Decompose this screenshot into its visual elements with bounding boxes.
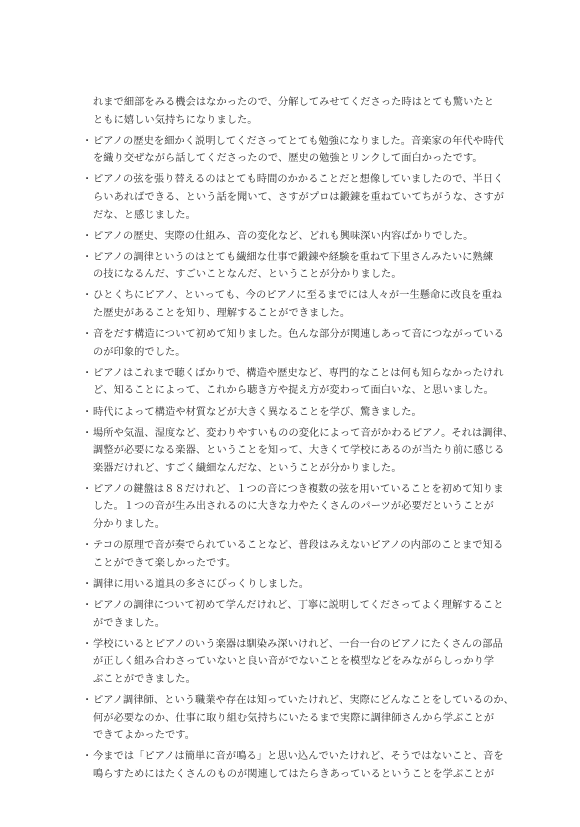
bullet-mark: ・ bbox=[82, 135, 93, 147]
feedback-list bbox=[82, 94, 522, 787]
text-line: 学校にいるとピアノのいう楽器は馴染み深いけれど、一台一台のピアノにたくさんの部品 bbox=[93, 638, 503, 650]
text-line: ピアノの弦を張り替えるのはとても時間のかかることだと想像していましたので、半日く bbox=[93, 174, 504, 186]
bullet-mark: ・ bbox=[82, 329, 93, 341]
bullet-mark: ・ bbox=[82, 638, 93, 650]
text-line: ができました。 bbox=[93, 617, 166, 629]
text-line: ひとくちにピアノ、といっても、今のピアノに至るまでには人々が一生懸命に改良を重ね bbox=[93, 290, 503, 302]
text-line: 場所や気温、湿度など、変わりやすいものの変化によって音がかわるピアノ。それは調律、 bbox=[93, 427, 514, 439]
list-item bbox=[82, 576, 522, 594]
text-line: 楽器だけれど、すごく繊細なんだな、ということが分かりました。 bbox=[93, 462, 402, 474]
list-item bbox=[82, 171, 522, 224]
text-line: ピアノはこれまで聴くばかりで、構造や歴史など、専門的なことは何も知らなかったけれ bbox=[93, 367, 504, 379]
text-line: ピアノの歴史、実際の仕組み、音の変化など、どれも興味深い内容ばかりでした。 bbox=[93, 230, 474, 242]
list-item bbox=[82, 425, 522, 478]
bullet-mark: ・ bbox=[82, 578, 93, 590]
list-item bbox=[82, 537, 522, 572]
list-item bbox=[82, 249, 522, 284]
text-line: の技になるんだ、すごいことなんだ、ということが分かりました。 bbox=[93, 269, 402, 281]
text-line: ともに嬉しい気持ちになりました。 bbox=[93, 114, 258, 126]
bullet-mark: ・ bbox=[82, 367, 93, 379]
text-line: を織り交ぜながら話してくださったので、歴史の勉強とリンクして面白かったです。 bbox=[93, 153, 483, 165]
list-item bbox=[82, 228, 522, 246]
bullet-mark: ・ bbox=[82, 174, 93, 186]
text-line: が正しく組み合わさっていないと良い音がでないことを模型などをみながらしっかり学 bbox=[93, 656, 495, 668]
text-line: 何が必要なのか、仕事に取り組む気持ちにいたるまで実際に調律師さんから学ぶことが bbox=[93, 712, 495, 724]
bullet-mark: ・ bbox=[82, 290, 93, 302]
text-line: ことができて楽しかったです。 bbox=[93, 557, 237, 569]
text-line: ピアノの鍵盤は８８だけれど、１つの音につき複数の弦を用いていることを初めて知りま bbox=[93, 483, 504, 495]
bullet-mark: ・ bbox=[82, 483, 93, 495]
bullet-mark: ・ bbox=[82, 694, 93, 706]
bullet-mark: ・ bbox=[82, 406, 93, 418]
bullet-mark: ・ bbox=[82, 599, 93, 611]
text-line: らいあればできる、という話を聞いて、さすがプロは鍛錬を重ねていてちがうな、さすが bbox=[93, 191, 505, 203]
list-item bbox=[82, 748, 522, 783]
bullet-mark: ・ bbox=[82, 751, 93, 763]
list-item bbox=[82, 481, 522, 534]
list-item bbox=[82, 636, 522, 689]
text-line: れまで細部をみる機会はなかったので、分解してみせてくださった時はとても驚いたと bbox=[93, 97, 495, 108]
text-line: 調整が必要になる楽器、ということを知って、大きくて学校にあるのが当たり前に感じる bbox=[93, 445, 505, 457]
text-line: た歴史があることを知り、理解することができました。 bbox=[93, 308, 351, 320]
list-item bbox=[82, 287, 522, 322]
text-line: 鳴らすためにはたくさんのものが関連してはたらきあっているということを学ぶことが bbox=[93, 768, 495, 780]
bullet-mark: ・ bbox=[82, 230, 93, 242]
text-line: ピアノの調律というのはとても繊細な仕事で鍛錬や経験を重ねて下里さんみたいに熟練 bbox=[93, 251, 494, 263]
list-item bbox=[82, 404, 522, 422]
text-line: ぶことができました。 bbox=[93, 673, 196, 685]
bullet-mark: ・ bbox=[82, 251, 93, 263]
list-item bbox=[82, 326, 522, 361]
text-line: ピアノの調律について初めて学んだけれど、丁寧に説明してくださってよく理解すること bbox=[93, 599, 504, 611]
text-line: 分かりました。 bbox=[93, 519, 166, 531]
text-line: 時代によって構造や材質などが大きく異なることを学び、驚きました。 bbox=[93, 406, 422, 418]
list-item bbox=[82, 133, 522, 168]
text-line: できてよかったです。 bbox=[93, 730, 196, 742]
text-line: 音をだす構造について初めて知りました。色んな部分が関連しあって音につながっている bbox=[93, 329, 504, 341]
text-line: のが印象的でした。 bbox=[93, 346, 186, 358]
text-line: だな、と感じました。 bbox=[93, 209, 196, 221]
text-line: 調律に用いる道具の多さにびっくりしました。 bbox=[93, 578, 310, 590]
text-line: 今までは「ピアノは簡単に音が鳴る」と思い込んでいたけれど、そうではないこと、音を bbox=[93, 751, 504, 763]
text-line: ピアノ調律師、という職業や存在は知っていたけれど、実際にどんなことをしているのか、 bbox=[93, 694, 514, 706]
text-line: した。１つの音が生み出されるのに大きな力やたくさんのパーツが必要だということが bbox=[93, 501, 494, 513]
text-line: テコの原理で音が奏でられていることなど、普段はみえないピアノの内部のことまで知る bbox=[93, 540, 504, 552]
list-item bbox=[82, 692, 522, 745]
list-item bbox=[82, 94, 522, 129]
list-item bbox=[82, 365, 522, 400]
bullet-mark: ・ bbox=[82, 540, 93, 552]
list-item bbox=[82, 597, 522, 632]
text-line: ピアノの歴史を細かく説明してくださってとても勉強になりました。音楽家の年代や時代 bbox=[93, 135, 504, 147]
bullet-mark: ・ bbox=[82, 427, 93, 439]
text-line: ど、知ることによって、これから聴き方や捉え方が変わって面白いな、と思いました。 bbox=[93, 385, 494, 397]
